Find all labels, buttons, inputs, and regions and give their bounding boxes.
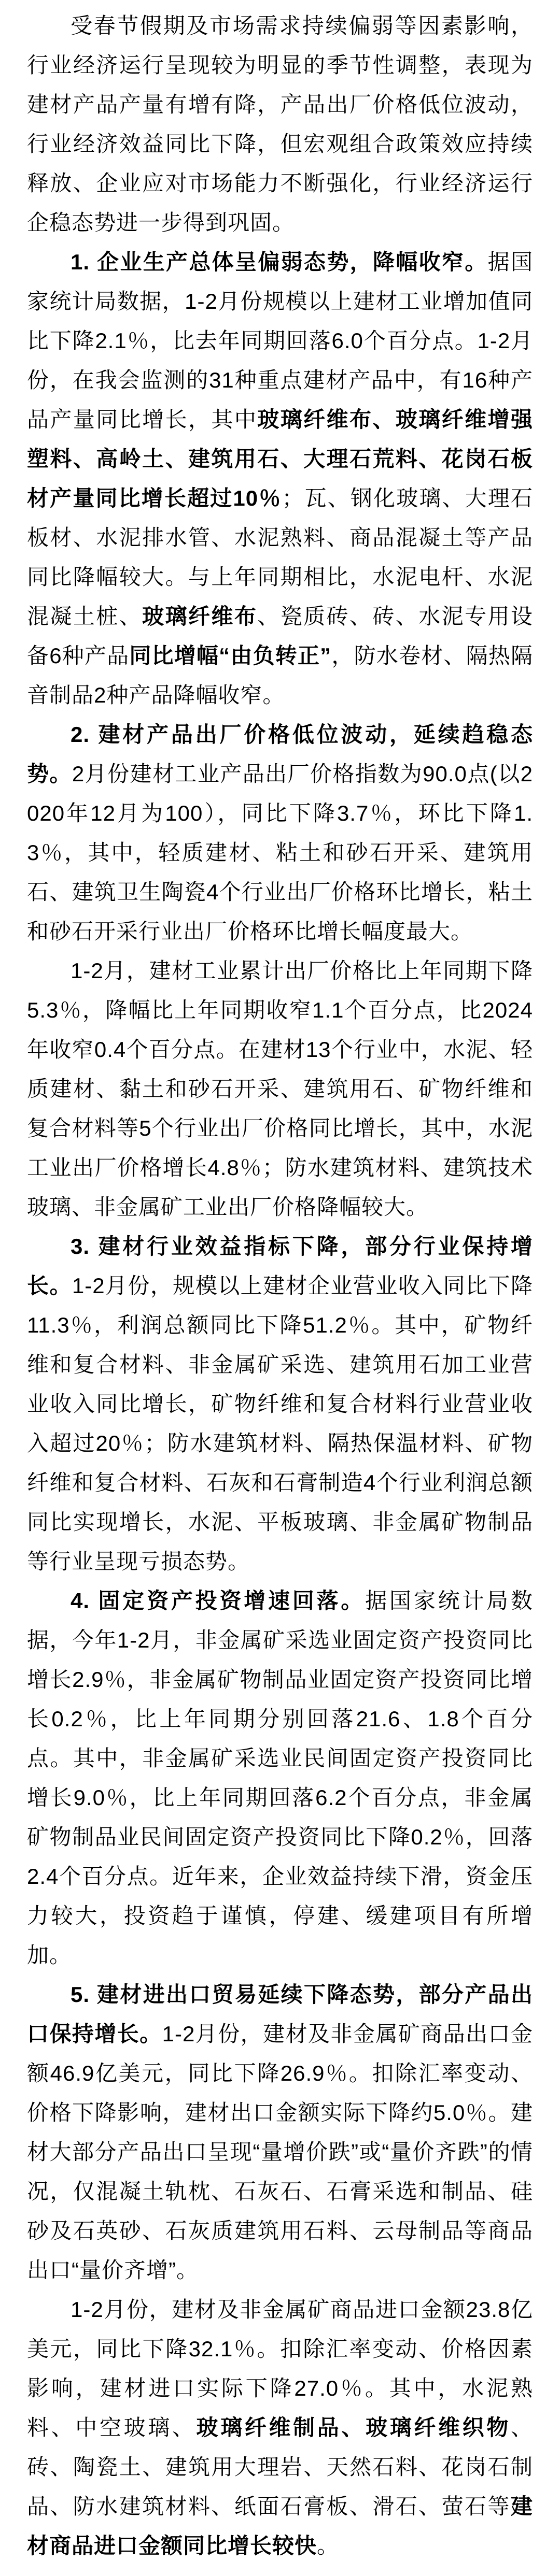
text-run: 2月份建材工业产品出厂价格指数为90.0点(以2020年12月为100），同比下降3.7％，环比下降1.3％，其中，轻质建材、粘土和砂石开采、建筑用石、建筑卫生陶瓷4个行业出厂价格环比增长，粘土和砂石开采行业出厂价格环比增长幅度最大。	[27, 762, 533, 943]
paragraph	[27, 6, 533, 242]
paragraph	[27, 951, 533, 1227]
text-run: ；瓦、钢化玻璃、大理石板材、水泥排水管、水泥熟料、商品混凝土等产品同比降幅较大。与上年同期相比，水泥电杆、水泥混凝土桩、	[27, 486, 533, 628]
text-run: 。	[317, 2534, 340, 2558]
paragraph	[27, 242, 533, 715]
text-run-bold: 建材商品进口金额同比增长较快	[27, 2494, 533, 2558]
text-run-bold: 同比增幅“由负转正”	[129, 643, 332, 668]
text-run: 1-2月份，规模以上建材企业营业收入同比下降11.3％，利润总额同比下降51.2％。其中，矿物纤维和复合材料、非金属矿采选、建筑用石加工业营业收入同比增长，矿物纤维和复合材料行业营业收入超过20％；防水建筑材料、隔热保温材料、矿物纤维和复合材料、石灰和石膏制造4个行业利润总额同比实现增长，水泥、平板玻璃、非金属矿物制品等行业呈现亏损态势。	[27, 1273, 533, 1573]
paragraph	[27, 715, 533, 951]
text-run: 、瓷质砖、砖、水泥专用设备6种产品	[27, 604, 533, 668]
text-run-bold: 2. 建材产品出厂价格低位波动，延续趋稳态势。	[27, 722, 533, 786]
text-run: 1-2月份，建材及非金属矿商品出口金额46.9亿美元，同比下降26.9％。扣除汇率变动、价格下降影响，建材出口金额实际下降约5.0％。建材大部分产品出口呈现“量增价跌”或“量价齐跌”的情况，仅混凝土轨枕、石灰石、石膏采选和制品、硅砂及石英砂、石灰质建筑用石料、云母制品等商品出口“量价齐增”。	[27, 2022, 533, 2282]
text-run-bold: 3. 建材行业效益指标下降，部分行业保持增长。	[27, 1234, 533, 1298]
text-run-bold: 1. 企业生产总体呈偏弱态势，降幅收窄。	[71, 250, 488, 274]
paragraph	[27, 1581, 533, 1975]
text-run: 、砖、陶瓷土、建筑用大理岩、天然石料、花岗石制品、防水建筑材料、纸面石膏板、滑石、萤石等	[27, 2415, 533, 2518]
text-run: 受春节假期及市场需求持续偏弱等因素影响，行业经济运行呈现较为明显的季节性调整，表现为建材产品产量有增有降，产品出厂价格低位波动，行业经济效益同比下降，但宏观组合政策效应持续释放、企业应对市场能力不断强化，行业经济运行企稳态势进一步得到巩固。	[27, 13, 533, 235]
paragraph	[27, 1975, 533, 2290]
text-run-bold: 玻璃纤维布、玻璃纤维增强塑料、高岭土、建筑用石、大理石荒料、花岗石板材产量同比增长超过10％	[27, 407, 533, 510]
text-run-bold: 5. 建材进出口贸易延续下降态势，部分产品出口保持增长。	[27, 1982, 533, 2046]
text-run: 1-2月，建材工业累计出厂价格比上年同期下降5.3％，降幅比上年同期收窄1.1个百分点，比2024年收窄0.4个百分点。在建材13个行业中，水泥、轻质建材、黏土和砂石开采、建筑用石、矿物纤维和复合材料等5个行业出厂价格同比增长，其中，水泥工业出厂价格增长4.8％；防水建筑材料、建筑技术玻璃、非金属矿工业出厂价格降幅较大。	[27, 958, 533, 1219]
text-run: 据国家统计局数据，今年1-2月，非金属矿采选业固定资产投资同比增长2.9％，非金属矿物制品业固定资产投资同比增长0.2％，比上年同期分别回落21.6、1.8个百分点。其中，非金属矿采选业民间固定资产投资同比增长9.0％，比上年同期回落6.2个百分点，非金属矿物制品业民间固定资产投资同比下降0.2％，回落2.4个百分点。近年来，企业效益持续下滑，资金压力较大，投资趋于谨慎，停建、缓建项目有所增加。	[27, 1588, 533, 1967]
text-run-bold: 玻璃纤维布	[142, 604, 258, 628]
paragraph	[27, 1227, 533, 1581]
paragraph	[27, 2290, 533, 2566]
text-run: ，防水卷材、隔热隔音制品2种产品降幅收窄。	[27, 643, 533, 707]
text-run-bold: 玻璃纤维制品、玻璃纤维织物	[196, 2415, 511, 2440]
text-run-bold: 4. 固定资产投资增速回落。	[71, 1588, 366, 1613]
text-run: 据国家统计局数据，1-2月份规模以上建材工业增加值同比下降2.1％，比去年同期回落6.0个百分点。1-2月份，在我会监测的31种重点建材产品中，有16种产品产量同比增长，其中	[27, 250, 533, 432]
text-run: 1-2月份，建材及非金属矿商品进口金额23.8亿美元，同比下降32.1％。扣除汇率变动、价格因素影响，建材进口实际下降27.0％。其中，水泥熟料、中空玻璃、	[27, 2297, 533, 2440]
